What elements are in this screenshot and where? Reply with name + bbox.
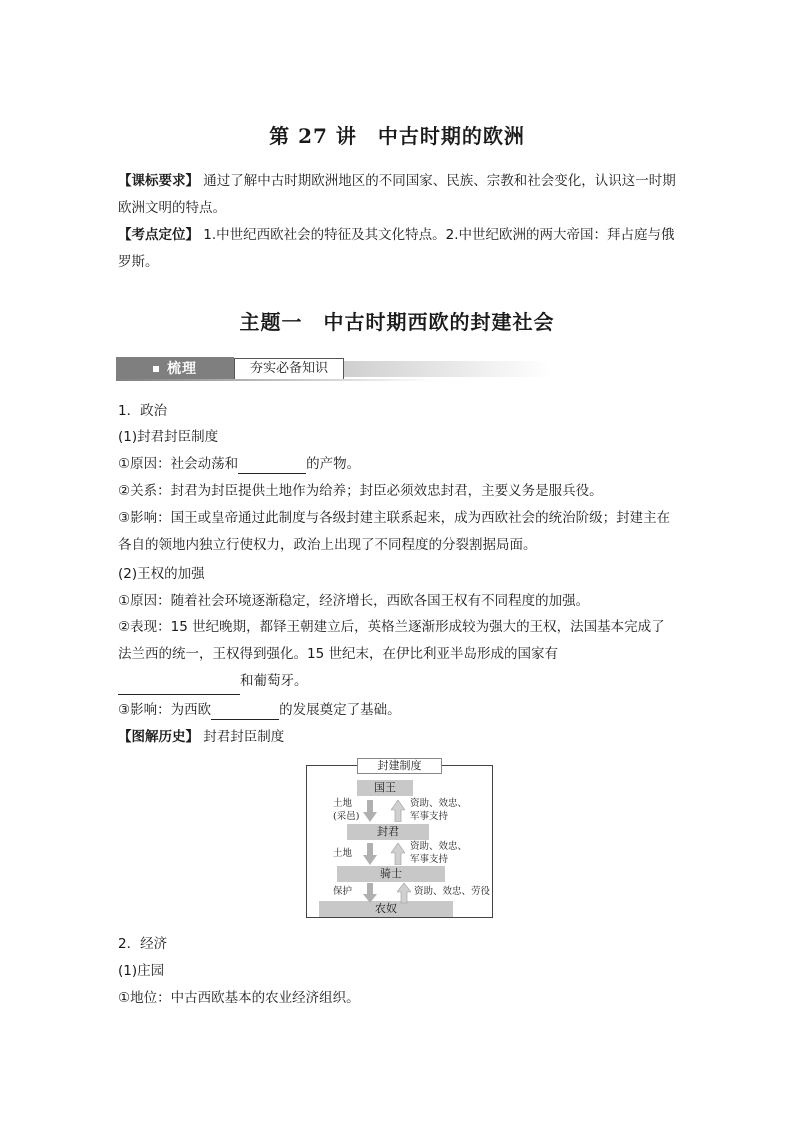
label-land: 土地 xyxy=(333,848,353,859)
arrow-up-icon xyxy=(391,843,405,865)
level-king: 国王 xyxy=(357,780,413,796)
label-support-2b: 军事支持 xyxy=(410,854,449,865)
arrow-up-icon xyxy=(391,800,405,822)
label-support-1a: 资助、效忠、 xyxy=(410,798,468,809)
requirements-text: 通过了解中古时期欧洲地区的不同国家、民族、宗教和社会变化，认识这一时期欧洲文明的特点。 xyxy=(118,173,676,216)
section-banner xyxy=(116,357,434,381)
item-royal-manifest: ②表现：15 世纪晚期，都铎王朝建立后，英格兰逐渐形成较为强大的王权，法国基本完成了法兰西的统一，王权得到强化。15 世纪末，在伊比利亚半岛形成的国家有和葡萄牙。 xyxy=(118,614,678,695)
banner-underline xyxy=(116,379,434,381)
label-land-fief: 土地 xyxy=(333,798,353,809)
positioning-tag: 【考点定位】 xyxy=(118,227,199,243)
exam-positioning xyxy=(118,222,678,276)
item-manor-status: ①地位：中古西欧基本的农业经济组织。 xyxy=(118,990,360,1006)
fief-system-diagram xyxy=(306,759,493,918)
banner-box: 夯实必备知识 xyxy=(234,358,344,380)
level-lord: 封君 xyxy=(347,824,429,840)
label-protect: 保护 xyxy=(333,886,353,897)
topic-title: 主题一 中古时期西欧的封建社会 xyxy=(239,310,555,334)
arrow-down-icon xyxy=(363,843,377,865)
blank-3[interactable] xyxy=(211,705,279,720)
level-knight: 骑士 xyxy=(337,866,445,882)
illustrated-history-heading: 【图解历史】 封君封臣制度 xyxy=(118,729,285,745)
heading-fief-system: (1)封君封臣制度 xyxy=(118,429,219,445)
item-cause: ①原因：社会动荡和 的产物。 xyxy=(118,456,361,472)
item-royal-cause: ①原因：随着社会环境逐渐稳定，经济增长，西欧各国王权有不同程度的加强。 xyxy=(118,593,590,609)
heading-economy: 2．经济 xyxy=(118,936,168,952)
label-fief: (采邑) xyxy=(333,811,360,822)
item-influence: ③影响：国王或皇帝通过此制度与各级封建主联系起来，成为西欧社会的统治阶级；封建主在各自的领地内独立行使权力，政治上出现了不同程度的分裂割据局面。 xyxy=(118,510,671,553)
diagram-title: 封建制度 xyxy=(357,758,442,774)
blank-2[interactable] xyxy=(118,680,240,695)
positioning-text: 1.中世纪西欧社会的特征及其文化特点。2.中世纪欧洲的两大帝国：拜占庭与俄罗斯。 xyxy=(118,227,675,270)
square-icon xyxy=(153,366,159,372)
heading-manor: (1)庄园 xyxy=(118,963,165,979)
item-relation: ②关系：封君为封臣提供土地作为给养；封臣必须效忠封君，主要义务是服兵役。 xyxy=(118,483,603,499)
arrow-up-icon xyxy=(397,882,411,904)
banner-label: 梳理 xyxy=(116,357,234,381)
banner-fade xyxy=(344,361,550,377)
lecture-title: 第 27 讲 中古时期的欧洲 xyxy=(269,124,525,148)
item-royal-influence: ③影响：为西欧 的发展奠定了基础。 xyxy=(118,702,401,718)
label-support-2a: 资助、效忠、 xyxy=(410,841,468,852)
arrow-down-icon xyxy=(363,882,377,904)
curriculum-requirements xyxy=(118,168,678,222)
arrow-down-icon xyxy=(363,800,377,822)
label-support-3: 资助、效忠、劳役 xyxy=(414,886,491,897)
heading-royal-power: (2)王权的加强 xyxy=(118,566,205,582)
requirements-tag: 【课标要求】 xyxy=(118,173,199,189)
label-support-1b: 军事支持 xyxy=(410,811,449,822)
blank-1[interactable] xyxy=(238,459,306,474)
level-serf: 农奴 xyxy=(319,901,453,917)
heading-politics: 1．政治 xyxy=(118,403,168,419)
